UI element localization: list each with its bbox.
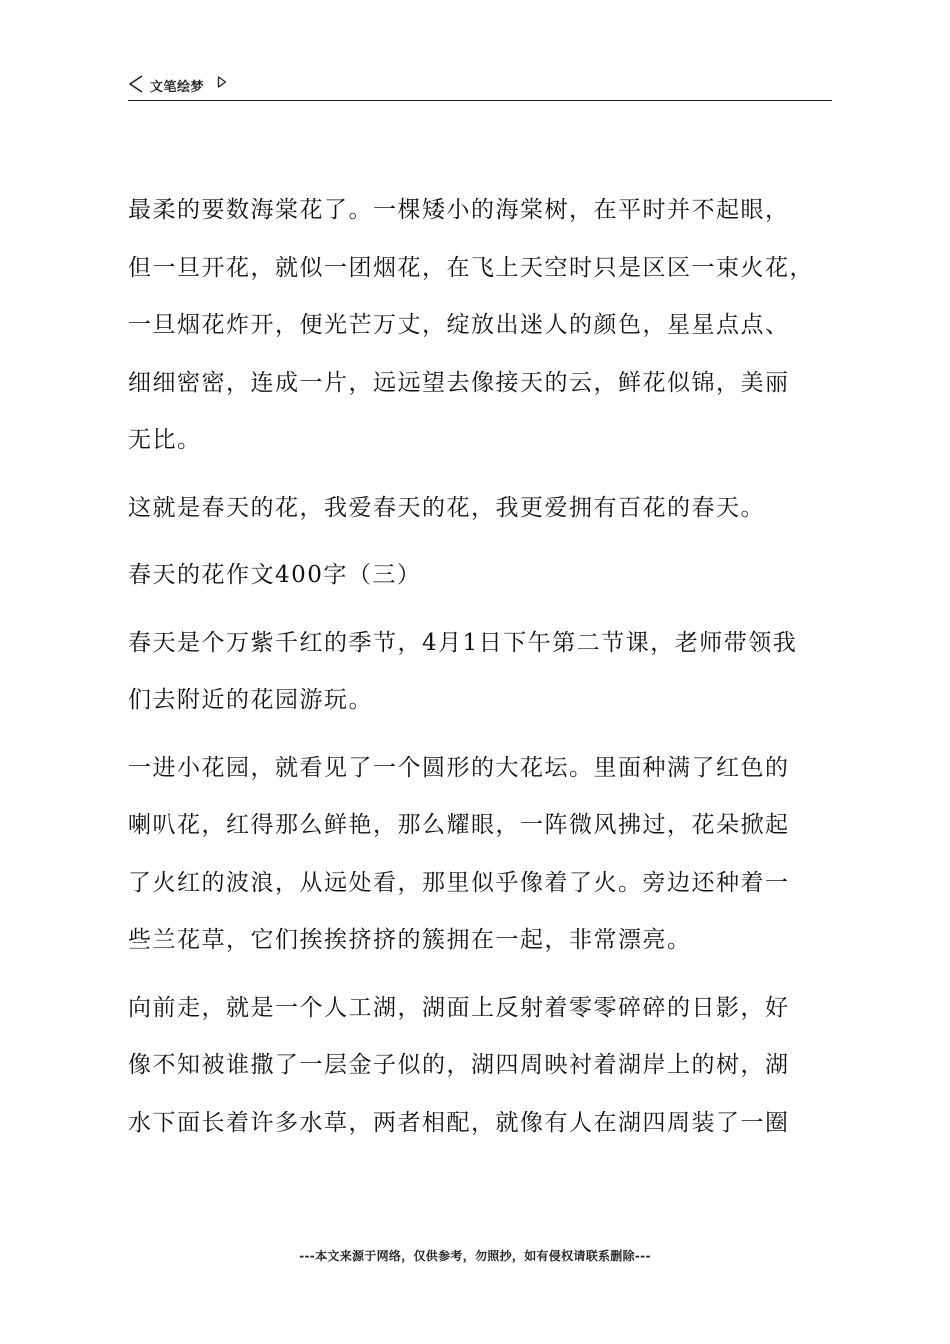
heading-text: 春天的花作文400字（三） bbox=[128, 562, 422, 588]
paragraph-garden bbox=[128, 740, 834, 970]
text-line: 像不知被谁撒了一层金子似的，湖四周映衬着湖岸上的树，湖 bbox=[128, 1052, 790, 1078]
text-line: 些兰花草，它们挨挨挤挤的簇拥在一起，非常漂亮。 bbox=[128, 927, 692, 953]
document-body bbox=[128, 182, 834, 1152]
text-line: 一进小花园，就看见了一个圆形的大花坛。里面种满了红色的 bbox=[128, 754, 790, 781]
text-line: 水下面长着许多水草，两者相配，就像有人在湖四周装了一圈 bbox=[128, 1109, 790, 1136]
text-line: 们去附近的花园游玩。 bbox=[128, 687, 373, 713]
paragraph-haitang bbox=[128, 182, 834, 470]
paragraph-intro bbox=[128, 615, 834, 730]
text-line: 向前走，就是一个人工湖，湖面上反射着零零碎碎的日影，好 bbox=[128, 994, 790, 1021]
text-line: 喇叭花，红得那么鲜艳，那么耀眼，一阵微风拂过，花朵掀起 bbox=[128, 812, 790, 838]
text-line: 但一旦开花，就似一团烟花，在飞上天空时只是区区一束火花， bbox=[128, 254, 814, 281]
section-heading bbox=[128, 547, 834, 605]
paragraph-conclusion bbox=[128, 480, 834, 538]
text-line: 这就是春天的花，我爱春天的花，我更爱拥有百花的春天。 bbox=[128, 494, 765, 521]
text-line: 无比。 bbox=[128, 427, 202, 453]
paragraph-lake bbox=[128, 980, 834, 1153]
text-line: 最柔的要数海棠花了。一棵矮小的海棠树，在平时并不起眼， bbox=[128, 197, 790, 223]
text-line: 细细密密，连成一片，远远望去像接天的云，鲜花似锦，美丽 bbox=[128, 369, 790, 396]
triangle-left-icon bbox=[128, 75, 144, 93]
page-header bbox=[128, 74, 832, 101]
text-line: 一旦烟花炸开，便光芒万丈，绽放出迷人的颜色，星星点点、 bbox=[128, 312, 790, 338]
triangle-right-icon bbox=[217, 76, 227, 88]
header-title: 文笔绘梦 bbox=[150, 80, 205, 95]
page-footer-disclaimer: ---本文来源于网络，仅供参考，勿照抄，如有侵权请联系删除--- bbox=[299, 1249, 651, 1263]
text-line: 了火红的波浪，从远处看，那里似乎像着了火。旁边还种着一 bbox=[128, 869, 790, 896]
text-line: 春天是个万紫千红的季节，4月1日下午第二节课，老师带领我 bbox=[128, 629, 798, 656]
